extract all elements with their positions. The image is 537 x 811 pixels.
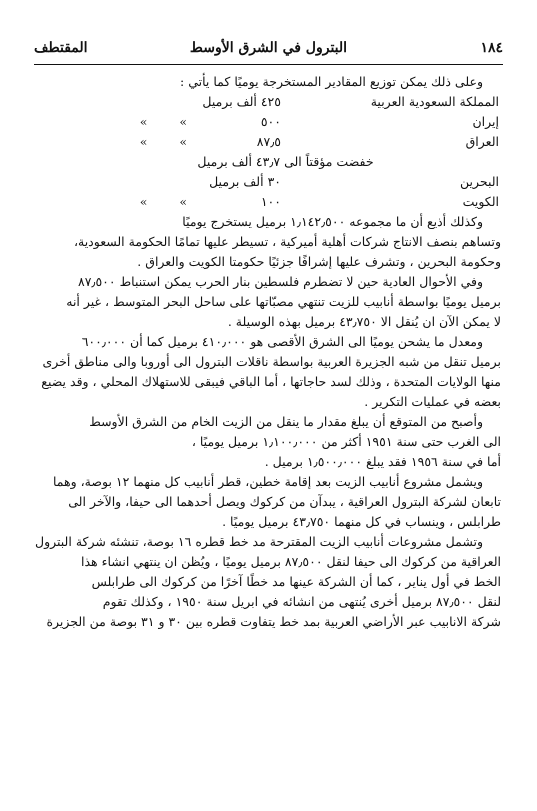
text-line: وفي الأحوال العادية حين لا تضطرم فلسطين بنار الحرب يمكن استنباط ٨٧٫٥٠٠	[77, 274, 483, 289]
text-line: وكذلك أذيع أن ما مجموعه ١٫١٤٢٫٥٠٠ برميل يستخرج يوميًا	[182, 214, 483, 229]
country-name: البحرين	[459, 174, 499, 189]
country-value: ٤٢٥ ألف برميل	[202, 94, 281, 109]
paragraph	[30, 412, 501, 452]
header-rule	[34, 64, 503, 65]
text-line: برميل يوميًا بواسطة أنابيب للزيت تنتهي مصبّاتها على ساحل البحر المتوسط ، غير أنه	[66, 294, 501, 309]
table-row	[30, 112, 501, 132]
ditto-marks: » »	[139, 134, 201, 149]
ditto-marks: » »	[139, 194, 201, 209]
text-line: وأصبح من المتوقع أن يبلغ مقدار ما ينقل من الزيت الخام من الشرق الأوسط	[89, 414, 483, 429]
text-line: ويشمل مشروع أنابيب الزيت بعد إقامة خطين، قطر أنابيب كل منهما ١٢ بوصة، وهما	[53, 474, 483, 489]
paragraph	[30, 472, 501, 532]
production-table	[30, 92, 501, 212]
page-body	[30, 72, 501, 632]
text-line: الى الغرب حتى سنة ١٩٥١ أكثر من ١٫١٠٠٫٠٠٠ برميل يوميًا ،	[191, 434, 501, 449]
text-line: وحكومة البحرين ، وتشرف عليها إشرافًا جزئيًا حكومتا الكويت والعراق .	[137, 254, 501, 269]
table-row	[30, 192, 501, 212]
text-line: ومعدل ما يشحن يوميًا الى الشرق الأقصى هو ٤١٠٫٠٠٠ برميل كما أن ٦٠٠٫٠٠٠	[81, 334, 483, 349]
paragraph	[30, 332, 501, 412]
paragraph	[30, 272, 501, 332]
text-line: برميل تنقل من شبه الجزيرة العربية بواسطة ناقلات البترول الى أوروبا والى مناطق أخرى	[42, 354, 501, 369]
intro-line: وعلى ذلك يمكن توزيع المقادير المستخرجة يوميًا كما يأتي :	[180, 74, 483, 89]
table-row	[30, 172, 501, 192]
text-line: لنقل ٨٧٫٥٠٠ برميل أخرى يُنتهى من انشائه في ابريل سنة ١٩٥٠ ، وكذلك تقوم	[102, 594, 501, 609]
journal-name: المقتطف	[34, 40, 88, 56]
text-line: تابعان لشركة البترول العراقية ، يبدآن من كركوك ويصل أحدهما الى حيفا، والآخر الى	[68, 494, 501, 509]
table-row	[30, 92, 501, 112]
text-line: طرابلس ، وينساب في كل منهما ٤٣٫٧٥٠ برميل يوميًا .	[222, 514, 501, 529]
country-value: ٣٠ ألف برميل	[209, 174, 281, 189]
text-line: الخط في أول يناير ، كما أن الشركة عينها مد خطًا آخرًا من كركوك الى طرابلس	[91, 574, 501, 589]
country-value: ٥٠٠	[260, 114, 281, 129]
page-header	[34, 40, 503, 64]
country-name: الكويت	[462, 194, 499, 209]
ditto-marks: » »	[139, 114, 201, 129]
table-note: خفضت مؤقتاً الى ٤٣٫٧ ألف برميل	[197, 154, 374, 169]
page-number: ١٨٤	[480, 40, 503, 56]
running-title: البترول في الشرق الأوسط	[189, 40, 348, 56]
text-line: وتشمل مشروعات أنابيب الزيت المقترحة مد خط قطره ١٦ بوصة، تنشئه شركة البترول	[35, 534, 483, 549]
paragraph	[30, 452, 501, 472]
paragraph	[30, 532, 501, 632]
text-line: منها الولايات المتحدة ، وذلك لسد حاجاتها ، أما الباقي فيبقى للاستهلاك المحلي ، وقد يضيع	[41, 374, 501, 389]
table-row	[30, 132, 501, 152]
text-line: لا يمكن الآن ان يُنقل الا ٤٣٫٧٥٠ برميل بهذه الوسيلة .	[227, 314, 501, 329]
text-line: شركة الانابيب عبر الأراضي العربية بمد خط يتفاوت قطره بين ٣٠ و ٣١ بوصة من الجزيرة	[46, 614, 501, 629]
country-name: العراق	[465, 134, 499, 149]
text-line: بعضه في عمليات التكرير .	[364, 394, 501, 409]
country-value: ٨٧٫٥	[256, 134, 281, 149]
country-name: إيران	[472, 114, 499, 129]
country-name: المملكة السعودية العربية	[370, 94, 499, 109]
text-line: العراقية من كركوك الى حيفا لنقل ٨٧٫٥٠٠ برميل يوميًا ، ويُظن ان ينتهي انشاء هذا	[81, 554, 501, 569]
text-line: أما في سنة ١٩٥٦ فقد يبلغ ١٫٥٠٠٫٠٠٠ برميل .	[264, 454, 501, 469]
text-line: وتساهم بنصف الانتاج شركات أهلية أميركية ، تسيطر عليها تمامًا الحكومة السعودية،	[73, 234, 501, 249]
country-value: ١٠٠	[260, 194, 281, 209]
paragraph	[30, 212, 501, 272]
